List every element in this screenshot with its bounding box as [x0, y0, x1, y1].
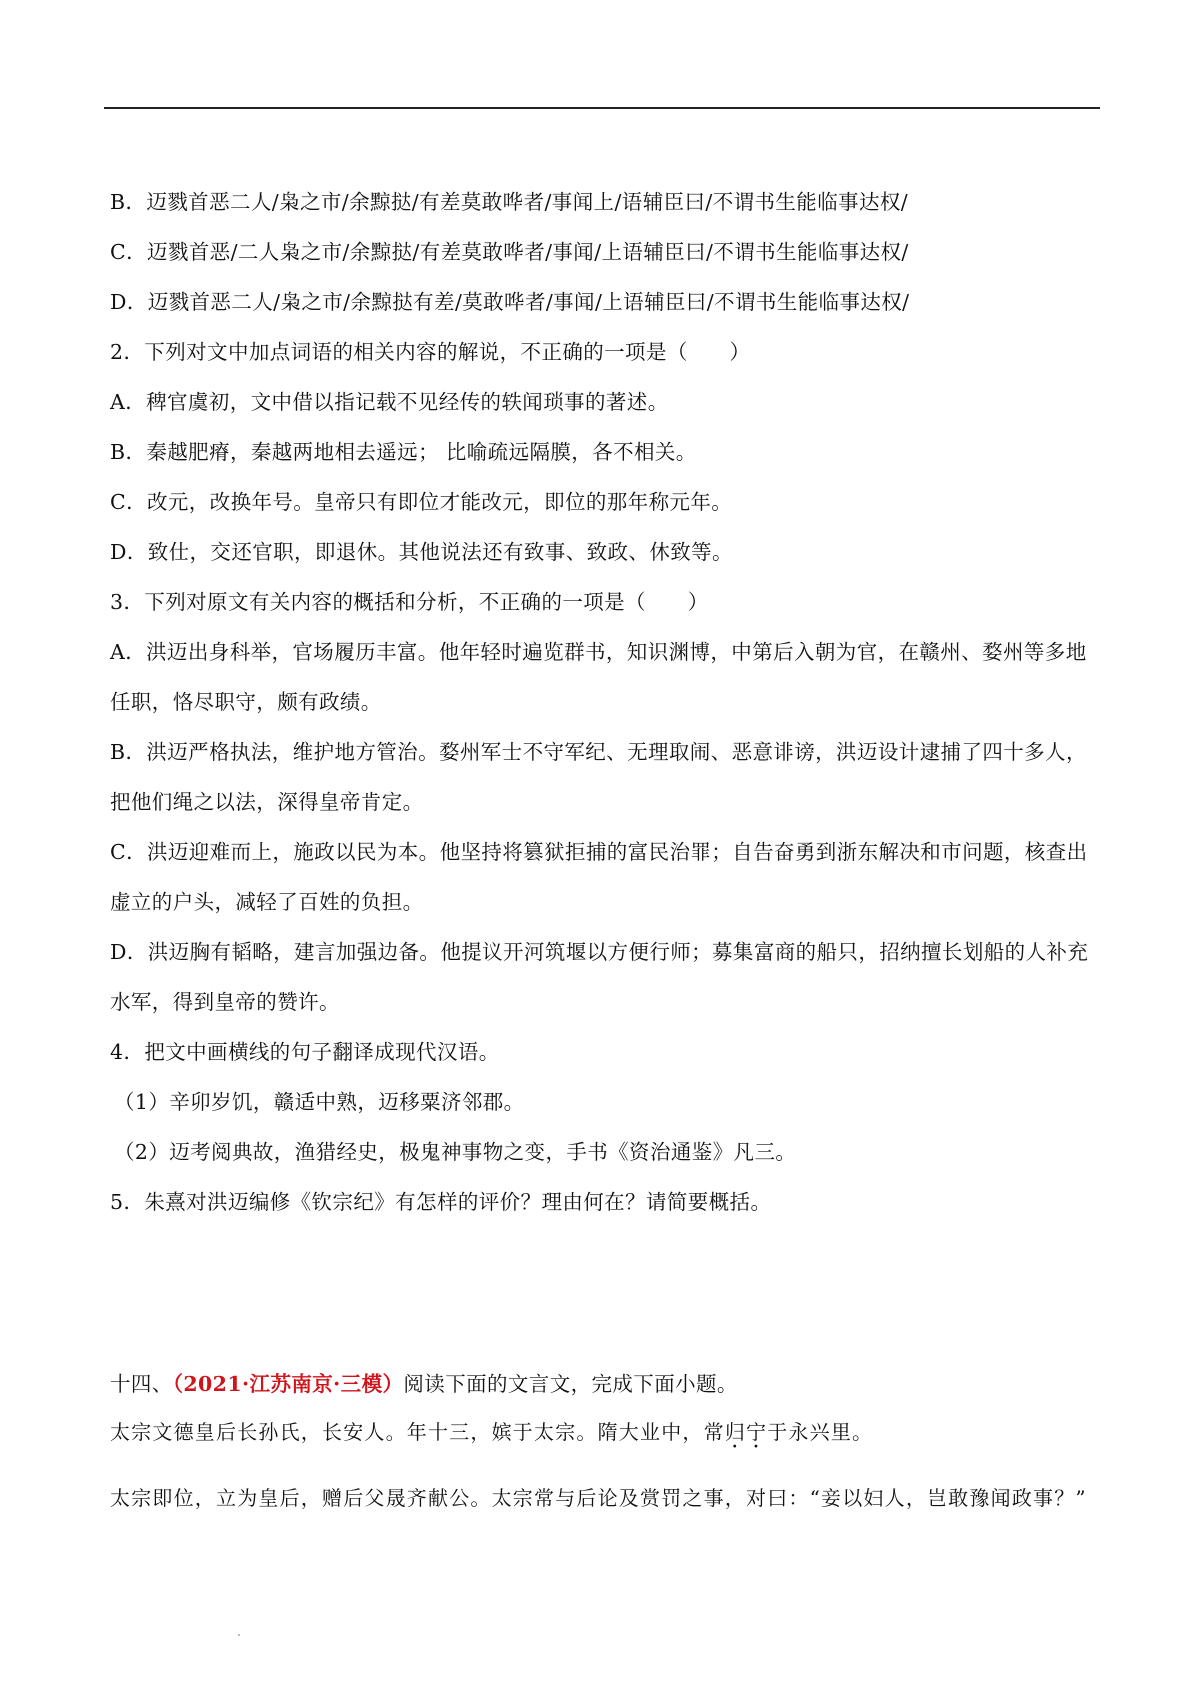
section-instruction: 阅读下面的文言文，完成下面小题。	[403, 1372, 738, 1396]
passage-text: 于永兴里。	[767, 1420, 874, 1444]
q3-option-c-line1: C．洪迈迎难而上，施政以民为本。他坚持将篡狱拒捕的富民治罪；自告奋勇到浙东解决和市问题，核查出	[110, 840, 1088, 864]
scan-speck	[238, 1634, 240, 1636]
q2-option-d: D．致仕，交还官职，即退休。其他说法还有致事、致政、休致等。	[110, 540, 733, 564]
q3-option-b-line1: B．洪迈严格执法，维护地方管治。婺州军士不守军纪、无理取闹、恶意诽谤，洪迈设计逮捕了四十多人，	[110, 740, 1087, 764]
q3-stem: 3．下列对原文有关内容的概括和分析，不正确的一项是（ ）	[110, 590, 709, 614]
q2-option-b: B．秦越肥瘠，秦越两地相去遥远； 比喻疏远隔膜，各不相关。	[110, 440, 697, 464]
q5-stem: 5．朱熹对洪迈编修《钦宗纪》有怎样的评价？理由何在？请简要概括。	[110, 1190, 772, 1214]
q1-option-d: D．迈戮首恶二人/枭之市/余黥挞有差/莫敢哗者/事闻/上语辅臣曰/不谓书生能临事达权/	[110, 290, 910, 314]
q4-stem: 4．把文中画横线的句子翻译成现代汉语。	[110, 1040, 500, 1064]
q4-item-2: （2）迈考阅典故，渔猎经史，极鬼神事物之变，手书《资治通鉴》凡三。	[114, 1140, 797, 1164]
q1-option-c: C．迈戮首恶/二人枭之市/余黥挞/有差莫敢哗者/事闻/上语辅臣曰/不谓书生能临事达权/	[110, 240, 909, 264]
dotted-word-gui: 归	[724, 1420, 747, 1444]
q2-option-c: C．改元，改换年号。皇帝只有即位才能改元，即位的那年称元年。	[110, 490, 733, 514]
passage-paragraph-1	[110, 1418, 873, 1446]
q3-option-c-line2: 虚立的户头，减轻了百姓的负担。	[110, 890, 424, 914]
q3-option-d-line2: 水军，得到皇帝的赞许。	[110, 990, 340, 1014]
header-rule	[104, 107, 1100, 109]
section-14-heading	[110, 1370, 738, 1398]
q3-option-a-line2: 任职，恪尽职守，颇有政绩。	[110, 690, 382, 714]
dotted-word-ning: 宁	[746, 1420, 768, 1444]
passage-text: 太宗文德皇后长孙氏，长安人。年十三，嫔于太宗。隋大业中，常	[110, 1420, 725, 1444]
q1-option-b: B．迈戮首恶二人/枭之市/余黥挞/有差莫敢哗者/事闻上/语辅臣曰/不谓书生能临事达权/	[110, 190, 909, 214]
q4-item-1: （1）辛卯岁饥，赣适中熟，迈移粟济邻郡。	[114, 1090, 525, 1114]
section-source: （2021·江苏南京·三模）	[172, 1372, 404, 1396]
q3-option-b-line2: 把他们绳之以法，深得皇帝肯定。	[110, 790, 424, 814]
q2-stem: 2．下列对文中加点词语的相关内容的解说，不正确的一项是（ ）	[110, 340, 751, 364]
section-number: 十四、	[110, 1372, 173, 1396]
q3-option-d-line1: D．洪迈胸有韬略，建言加强边备。他提议开河筑堰以方便行师；募集富商的船只，招纳擅长划船的人补充	[110, 940, 1089, 964]
passage-paragraph-2: 太宗即位，立为皇后，赠后父晟齐献公。太宗常与后论及赏罚之事，对曰：“妾以妇人，岂敢豫闻政事？”	[110, 1486, 1087, 1510]
q2-option-a: A．稗官虞初，文中借以指记载不见经传的轶闻琐事的著述。	[110, 390, 669, 414]
q3-option-a-line1: A．洪迈出身科举，官场履历丰富。他年轻时遍览群书，知识渊博，中第后入朝为官，在赣州、婺州等多地	[110, 640, 1087, 664]
